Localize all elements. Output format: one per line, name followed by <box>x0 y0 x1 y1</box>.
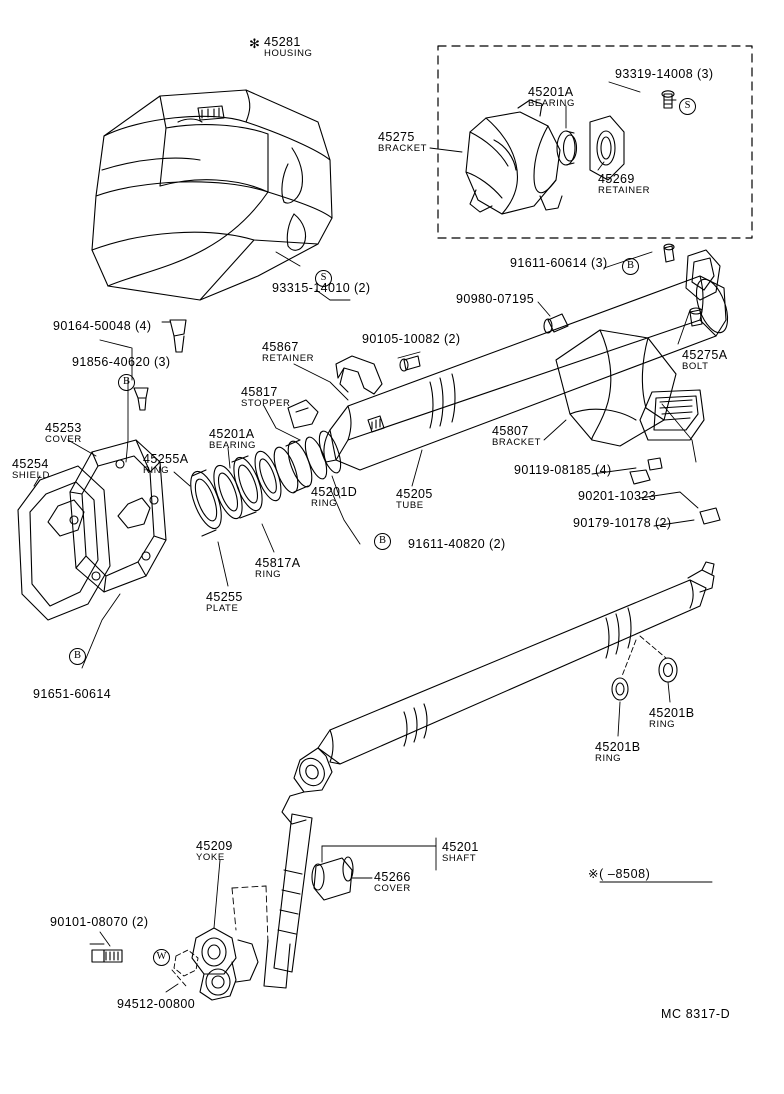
label-stopper-45817 <box>241 386 290 409</box>
label-bracket-45275 <box>378 131 427 154</box>
label-ring-45201d <box>311 486 357 509</box>
label-bracket-45807-number: 45807 <box>492 424 529 438</box>
label-stopper-45817-number: 45817 <box>241 385 278 399</box>
label-plate-45255 <box>206 591 243 614</box>
label-bracket-45275-number: 45275 <box>378 130 415 144</box>
label-bolt-91856 <box>72 356 170 369</box>
label-bolt-90101 <box>50 916 148 929</box>
label-nut-90201-number: 90201-10323 <box>578 489 657 503</box>
housing-star-marker: ✻ <box>249 36 260 51</box>
label-plate-45255-sub: PLATE <box>206 603 239 615</box>
label-plate-45255-number: 45255 <box>206 590 243 604</box>
label-retainer-45269 <box>598 173 650 196</box>
label-bolt-45275a <box>682 349 728 372</box>
label-ring-45201b-left-sub: RING <box>595 753 622 765</box>
marker-s-93319: S <box>679 98 696 115</box>
label-retainer-45867-sub: RETAINER <box>262 353 315 365</box>
label-bracket-45807-sub: BRACKET <box>492 437 542 449</box>
label-stopper-45817-sub: STOPPER <box>241 398 291 410</box>
label-ring-45255a <box>143 453 189 476</box>
label-bolt-45275a-sub: BOLT <box>682 361 709 373</box>
label-tube-45205-number: 45205 <box>396 487 433 501</box>
label-ring-45201b-left-number: 45201B <box>595 740 641 754</box>
label-ring-45817a-sub: RING <box>255 569 282 581</box>
label-yoke-45209-sub: YOKE <box>196 852 225 864</box>
marker-b-91856: B <box>118 374 135 391</box>
label-bearing-45201a-top-number: 45201A <box>528 85 574 99</box>
label-bolt-91856-number: 91856-40620 (3) <box>72 355 171 369</box>
label-shaft-45201-number: 45201 <box>442 840 479 854</box>
date-note <box>588 866 650 881</box>
label-bolt-90105 <box>362 333 460 346</box>
marker-b-91611-40820: B <box>374 533 391 550</box>
label-nut-94512 <box>117 998 195 1011</box>
label-ring-45817a <box>255 557 301 580</box>
label-cover-45253-sub: COVER <box>45 434 82 446</box>
label-washer-90179-number: 90179-10178 (2) <box>573 516 672 530</box>
label-bolt-90119 <box>514 464 612 477</box>
label-bolt-91611-40820-number: 91611-40820 (2) <box>408 537 506 551</box>
label-shield-45254-number: 45254 <box>12 457 49 471</box>
marker-w-94512: W <box>153 949 170 966</box>
label-housing-number: 45281 <box>264 35 301 49</box>
footer-code <box>661 1007 730 1021</box>
label-ring-45201b-right-sub: RING <box>649 719 676 731</box>
label-bolt-91611-60614-number: 91611-60614 (3) <box>510 256 608 270</box>
label-bracket-45807 <box>492 425 541 448</box>
label-washer-90179 <box>573 517 671 530</box>
label-bolt-90101-number: 90101-08070 (2) <box>50 915 149 929</box>
label-bearing-45201a-top-sub: BEARING <box>528 98 575 110</box>
label-ring-45201d-sub: RING <box>311 498 338 510</box>
label-bolt-90119-number: 90119-08185 (4) <box>514 463 612 477</box>
label-bolt-90164 <box>53 320 151 333</box>
label-retainer-45269-number: 45269 <box>598 172 635 186</box>
label-bolt-91651-number: 91651-60614 <box>33 687 112 701</box>
label-bearing-45201a-number: 45201A <box>209 427 255 441</box>
label-screw-93319-number: 93319-14008 (3) <box>615 67 714 81</box>
marker-s-housing: S <box>315 270 332 287</box>
label-shield-45254-sub: SHIELD <box>12 470 50 482</box>
label-shaft-45201-sub: SHAFT <box>442 853 477 865</box>
label-bolt-91651 <box>33 688 111 701</box>
marker-b-91611-60614: B <box>622 258 639 275</box>
label-cover-45266-sub: COVER <box>374 883 411 895</box>
label-bracket-45275-sub: BRACKET <box>378 143 428 155</box>
label-clamp-90980-number: 90980-07195 <box>456 292 535 306</box>
label-cover-45253 <box>45 422 82 445</box>
label-ring-45201d-number: 45201D <box>311 485 358 499</box>
label-cover-45253-number: 45253 <box>45 421 82 435</box>
label-ring-45255a-sub: RING <box>143 465 170 477</box>
label-ring-45201b-right <box>649 707 695 730</box>
label-shield-45254 <box>12 458 50 481</box>
label-ring-45201b-left <box>595 741 641 764</box>
label-bolt-45275a-number: 45275A <box>682 348 728 362</box>
label-screw-93315-number: 93315-14010 (2) <box>272 281 371 295</box>
label-clamp-90980 <box>456 293 534 306</box>
label-yoke-45209 <box>196 840 233 863</box>
label-housing-sub: HOUSING <box>264 48 313 60</box>
label-screw-93319 <box>615 68 713 81</box>
label-cover-45266-number: 45266 <box>374 870 411 884</box>
label-housing <box>264 36 313 59</box>
date-note-text: ※( –8508) <box>588 867 651 881</box>
label-nut-90201 <box>578 490 656 503</box>
label-ring-45201b-right-number: 45201B <box>649 706 695 720</box>
label-yoke-45209-number: 45209 <box>196 839 233 853</box>
label-tube-45205-sub: TUBE <box>396 500 424 512</box>
label-bolt-90164-number: 90164-50048 (4) <box>53 319 152 333</box>
label-retainer-45867 <box>262 341 314 364</box>
label-cover-45266 <box>374 871 411 894</box>
label-bearing-45201a-top <box>528 86 575 109</box>
label-bolt-91611-40820 <box>408 538 506 551</box>
label-nut-94512-number: 94512-00800 <box>117 997 196 1011</box>
label-bolt-90105-number: 90105-10082 (2) <box>362 332 461 346</box>
label-retainer-45867-number: 45867 <box>262 340 299 354</box>
label-bearing-45201a <box>209 428 256 451</box>
label-bearing-45201a-sub: BEARING <box>209 440 256 452</box>
label-tube-45205 <box>396 488 433 511</box>
label-shaft-45201 <box>442 841 479 864</box>
label-bolt-91611-60614 <box>510 257 608 270</box>
label-retainer-45269-sub: RETAINER <box>598 185 651 197</box>
label-ring-45255a-number: 45255A <box>143 452 189 466</box>
label-ring-45817a-number: 45817A <box>255 556 301 570</box>
marker-b-91651: B <box>69 648 86 665</box>
footer-code-text: MC 8317-D <box>661 1007 731 1021</box>
